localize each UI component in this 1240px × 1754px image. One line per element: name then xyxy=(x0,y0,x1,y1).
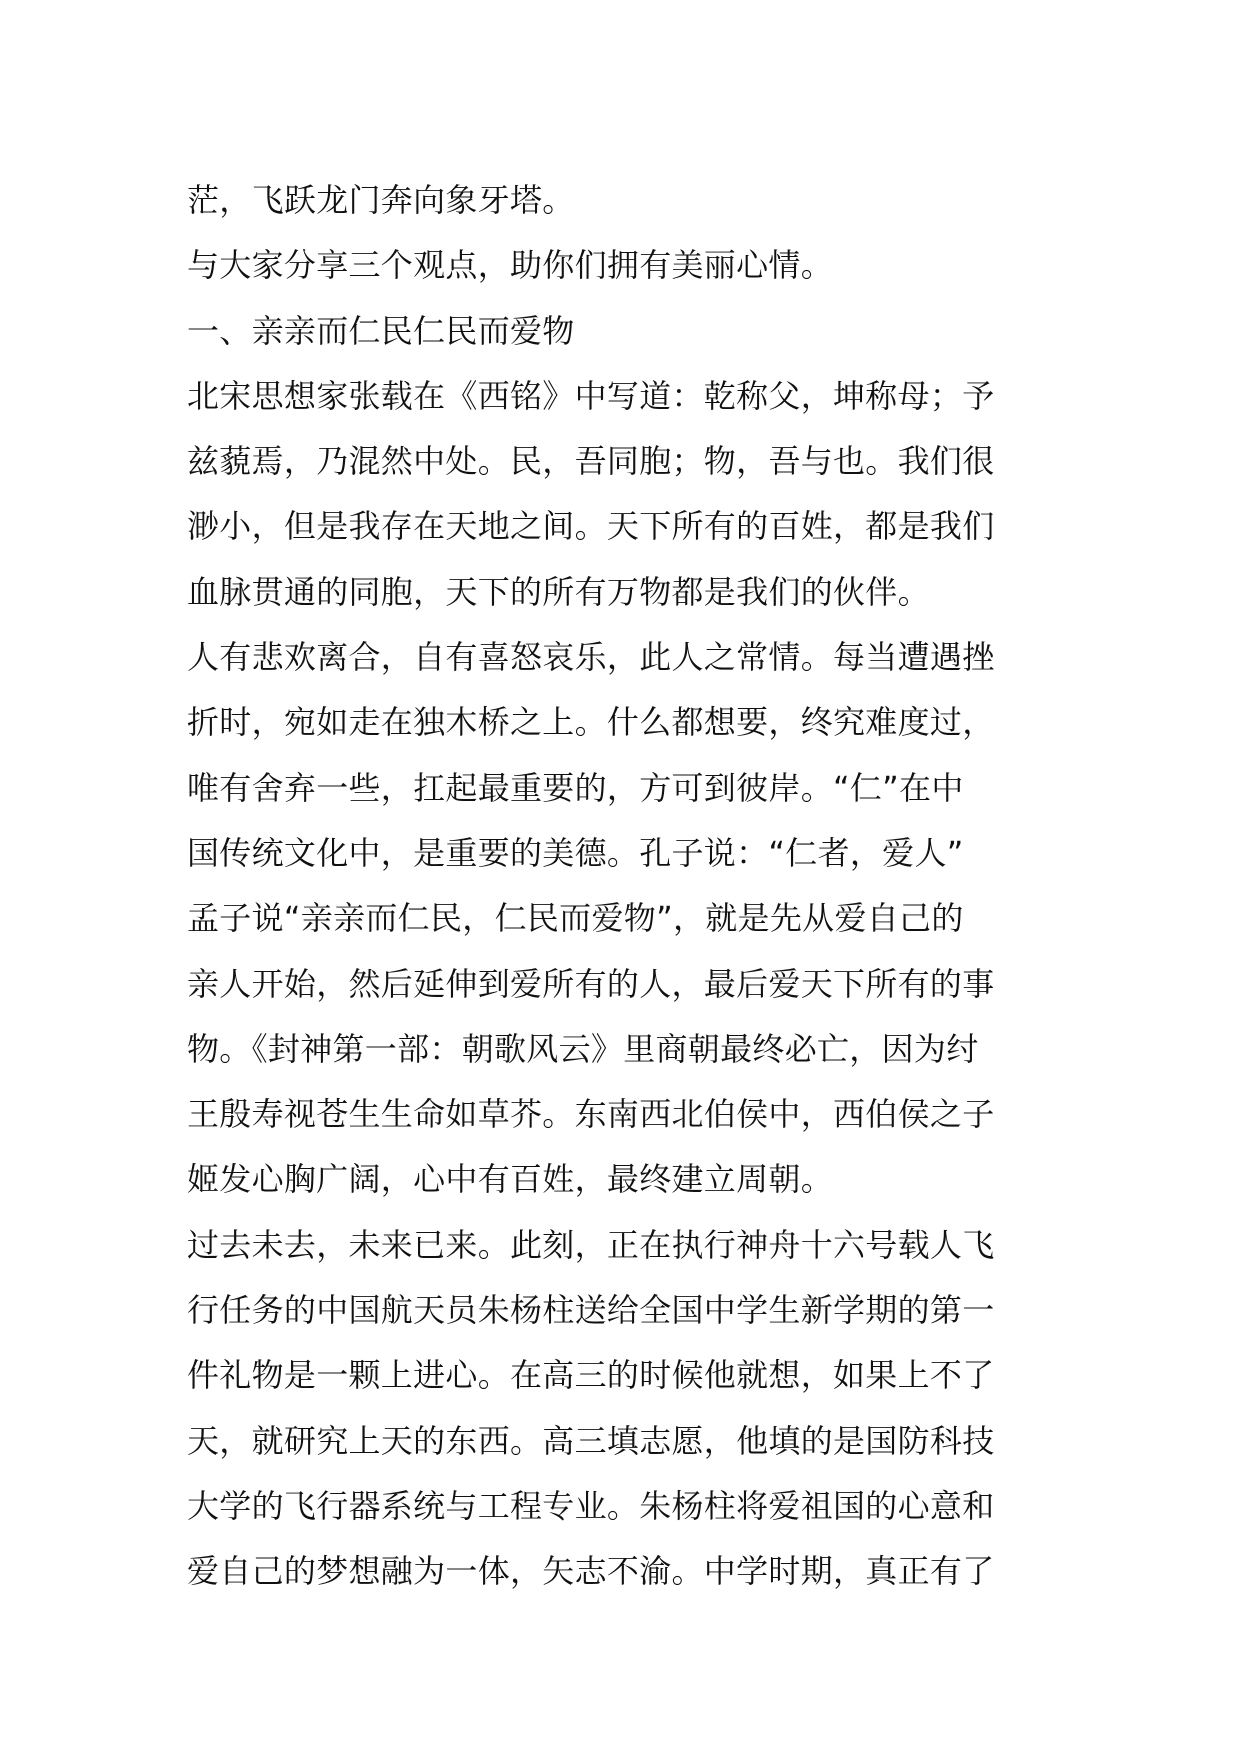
text-line: 爱自己的梦想融为一体，矢志不渝。中学时期，真正有了 xyxy=(187,1552,995,1591)
text-line: 与大家分享三个观点，助你们拥有美丽心情。 xyxy=(187,246,834,285)
text-line: 折时，宛如走在独木桥之上。什么都想要，终究难度过， xyxy=(187,703,995,742)
text-line: 国传统文化中，是重要的美德。孔子说：“仁者，爱人” xyxy=(187,833,964,872)
text-line: 兹藐焉，乃混然中处。民，吾同胞；物，吾与也。我们很 xyxy=(187,442,995,481)
text-line: 天，就研究上天的东西。高三填志愿，他填的是国防科技 xyxy=(187,1421,995,1460)
text-line: 王殷寿视苍生生命如草芥。东南西北伯侯中，西伯侯之子 xyxy=(187,1095,995,1134)
text-line: 过去未去，未来已来。此刻，正在执行神舟十六号载人飞 xyxy=(187,1225,995,1264)
text-line: 血脉贯通的同胞，天下的所有万物都是我们的伙伴。 xyxy=(187,572,930,611)
text-line: 渺小，但是我存在天地之间。天下所有的百姓，都是我们 xyxy=(187,507,995,546)
text-line: 北宋思想家张载在《西铭》中写道：乾称父，坤称母；予 xyxy=(187,376,995,415)
text-line: 孟子说“亲亲而仁民，仁民而爱物”，就是先从爱自己的 xyxy=(187,899,964,938)
text-line: 姬发心胸广阔，心中有百姓，最终建立周朝。 xyxy=(187,1160,834,1199)
text-line: 亲人开始，然后延伸到爱所有的人，最后爱天下所有的事 xyxy=(187,964,995,1003)
text-line: 件礼物是一颗上进心。在高三的时候他就想，如果上不了 xyxy=(187,1356,995,1395)
text-line: 大学的飞行器系统与工程专业。朱杨柱将爱祖国的心意和 xyxy=(187,1486,995,1525)
text-line: 物。《封神第一部：朝歌风云》里商朝最终必亡，因为纣 xyxy=(187,1029,979,1068)
section-heading: 一、亲亲而仁民仁民而爱物 xyxy=(187,311,575,350)
text-line: 行任务的中国航天员朱杨柱送给全国中学生新学期的第一 xyxy=(187,1291,995,1330)
body-text xyxy=(187,168,1067,1605)
text-line: 人有悲欢离合，自有喜怒哀乐，此人之常情。每当遭遇挫 xyxy=(187,638,995,677)
text-line: 唯有舍弃一些，扛起最重要的，方可到彼岸。“仁”在中 xyxy=(187,768,964,807)
text-line: 茫，飞跃龙门奔向象牙塔。 xyxy=(187,181,575,219)
